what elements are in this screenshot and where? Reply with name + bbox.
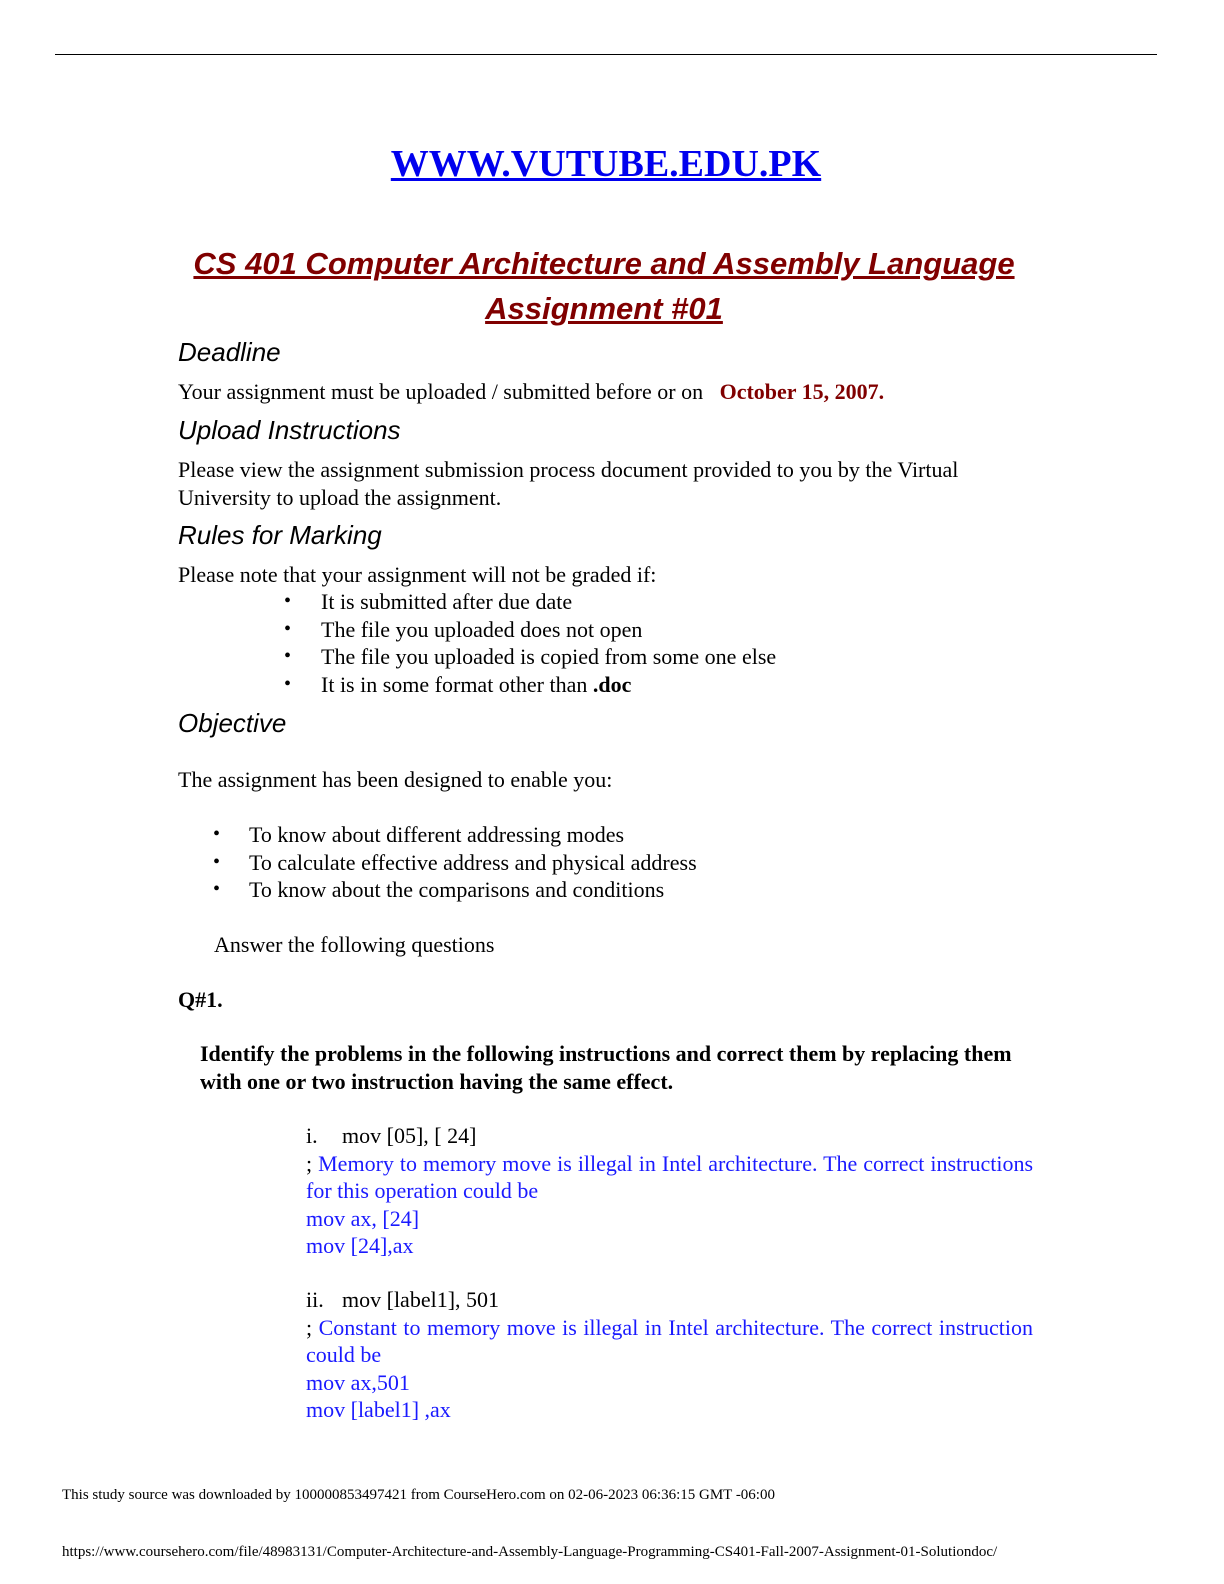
instruction: mov [05], [ 24]: [342, 1123, 477, 1148]
instruction-line: [306, 1286, 1033, 1314]
bullet-icon: •: [284, 645, 292, 667]
deadline-heading: Deadline: [178, 337, 281, 367]
source-url[interactable]: https://www.coursehero.com/file/48983131/Computer-Architecture-and-Assembly-Language-Programming-CS401-Fall-2007-Assignment-01-Solutiondoc/: [62, 1544, 998, 1560]
deadline-text: [178, 378, 1038, 406]
list-item: • It is in some format other than .doc: [284, 671, 632, 697]
list-item: • To know about different addressing modes: [213, 822, 625, 847]
code-line: mov ax, [24]: [306, 1205, 420, 1231]
question-part-i: [306, 1122, 1033, 1260]
deadline-date: October 15, 2007: [719, 379, 879, 404]
bullet-icon: •: [213, 850, 221, 873]
objective-intro: The assignment has been designed to enable you:: [178, 767, 613, 792]
download-note: This study source was downloaded by 100000853497421 from CourseHero.com on 02-06-2023 06:36:15 GMT -06:00: [62, 1487, 775, 1503]
question-part-ii: [306, 1286, 1033, 1424]
upload-heading: Upload Instructions: [178, 415, 401, 445]
rules-intro: Please note that your assignment will not be graded if:: [178, 562, 657, 587]
upload-text: Please view the assignment submission process document provided to you by the Virtual University to upload the assignment.: [178, 457, 959, 510]
bullet-icon: •: [213, 823, 221, 845]
list-item: • It is submitted after due date: [284, 589, 573, 614]
objective-list: [213, 821, 1033, 904]
answer-text: ; Memory to memory move is illegal in Intel architecture. The correct instructions for this operation could be: [306, 1150, 1033, 1203]
instruction-line: [306, 1122, 1033, 1150]
doc-format: .doc: [592, 671, 632, 697]
deadline-period: .: [878, 379, 885, 404]
answer-text: ; Constant to memory move is illegal in Intel architecture. The correct instruction could be: [306, 1314, 1033, 1367]
part-number: ii.: [306, 1287, 324, 1312]
code-line: mov ax,501: [306, 1369, 410, 1395]
bullet-icon: •: [284, 672, 292, 695]
bullet-icon: •: [284, 590, 292, 612]
list-item: • To know about the comparisons and conditions: [213, 877, 665, 902]
question-label: Q#1.: [178, 987, 223, 1012]
list-item: • The file you uploaded does not open: [284, 616, 643, 642]
deadline-sentence: Your assignment must be uploaded / submitted before or on: [178, 379, 704, 404]
rules-heading: Rules for Marking: [178, 520, 382, 550]
list-item: • The file you uploaded is copied from some one else: [284, 644, 777, 669]
bullet-icon: •: [284, 617, 292, 640]
code-line: mov [24],ax: [306, 1233, 414, 1258]
rules-list: [284, 588, 1033, 698]
top-rule: [55, 54, 1157, 55]
answer-prompt: Answer the following questions: [214, 932, 495, 957]
instruction: mov [label1], 501: [342, 1287, 500, 1312]
part-number: i.: [306, 1123, 318, 1148]
assignment-title: Assignment #01: [485, 291, 723, 326]
code-line: mov [label1] ,ax: [306, 1397, 451, 1422]
objective-heading: Objective: [178, 708, 287, 738]
course-title: CS 401 Computer Architecture and Assembly Language: [193, 246, 1015, 281]
list-item: • To calculate effective address and physical address: [213, 849, 697, 875]
bullet-icon: •: [213, 878, 221, 900]
site-link[interactable]: WWW.VUTUBE.EDU.PK: [390, 143, 822, 185]
question-text: Identify the problems in the following instructions and correct them by replacing them with one or two instruction having the same effect.: [200, 1041, 1012, 1094]
